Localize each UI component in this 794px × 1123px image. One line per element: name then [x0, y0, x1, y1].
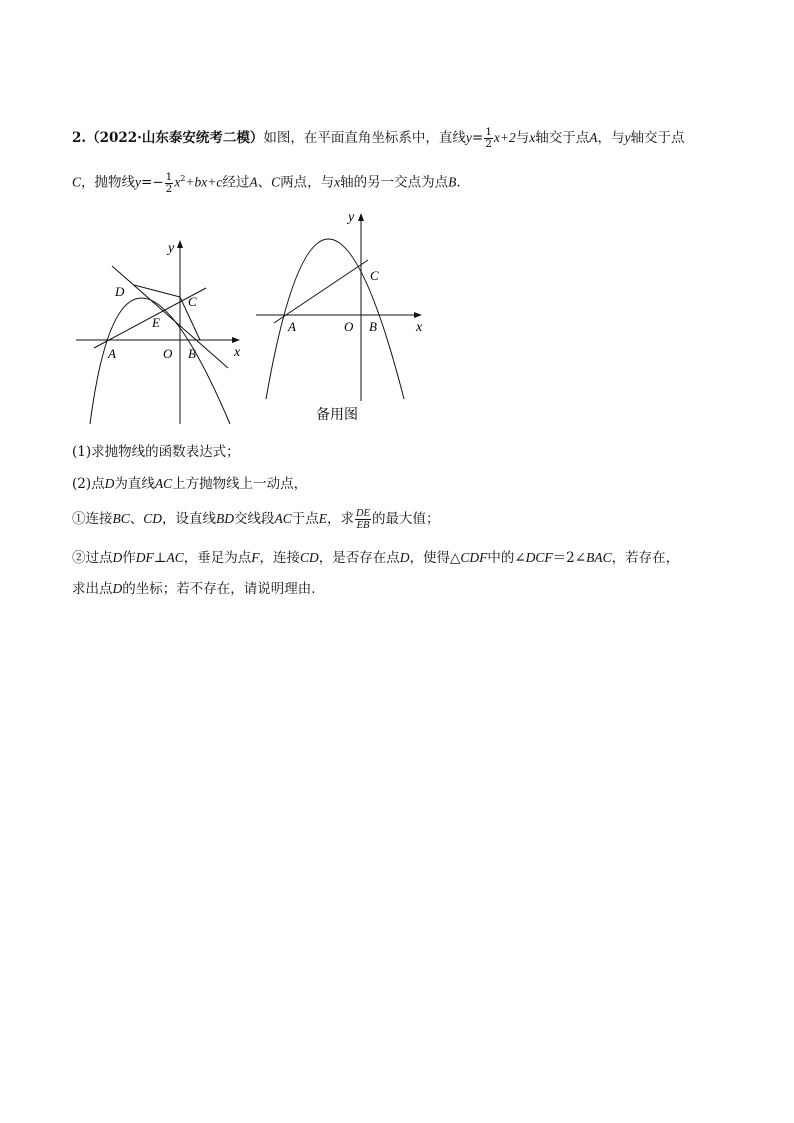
question-2-2-line-1 [72, 548, 679, 568]
label-b: B [369, 319, 377, 334]
label-x: x [416, 320, 423, 335]
triangle-label: △CDF [449, 550, 488, 565]
segment-label: CD [143, 511, 163, 526]
point-label: A [589, 130, 598, 145]
exponent: 2 [180, 174, 186, 183]
parabola-curve [90, 298, 230, 424]
segment-label: BC [112, 511, 130, 526]
question-text: 作 [122, 550, 136, 566]
stem-text: 轴交于点 [535, 130, 590, 146]
equation-rest: x+2 [493, 130, 516, 145]
label-a: A [108, 346, 116, 361]
question-text: ＝2 [552, 550, 575, 566]
question-text: 于点 [291, 511, 319, 527]
point-label: A [249, 174, 258, 190]
variable: x [334, 174, 341, 190]
point-label: D [104, 476, 115, 491]
question-text: ，连接 [259, 550, 300, 566]
label-y: y [168, 241, 175, 256]
question-text: ①连接 [72, 511, 113, 527]
point-label: B [448, 174, 457, 190]
question-text: 交线段 [234, 511, 275, 527]
label-o: O [163, 346, 173, 361]
stem-text: 、 [257, 174, 272, 191]
point-label: D [399, 550, 410, 565]
perpendicular-label: DF⊥AC [135, 550, 184, 565]
figure-main [70, 232, 250, 427]
problem-stem-line-2 [72, 169, 461, 195]
x-axis-arrow-icon [232, 337, 240, 343]
question-text: (2)点 [72, 476, 105, 492]
label-a: A [288, 319, 296, 334]
problem-source: （2022·山东泰安统考二模） [86, 130, 264, 146]
fraction-numerator: 1 [485, 126, 492, 138]
equation-rest: +bx+c [185, 174, 223, 190]
stem-text: ，抛物线 [81, 174, 136, 191]
variable: y [624, 130, 631, 145]
equation-op: =− [141, 174, 164, 191]
stem-text: 经过 [222, 174, 250, 191]
question-text: 中的 [487, 550, 515, 566]
point-label: E [318, 511, 328, 526]
line-label: AC [154, 476, 173, 491]
label-c: C [188, 294, 197, 309]
question-text: (1)求抛物线的函数表达式； [72, 444, 240, 460]
point-label: D [112, 550, 123, 565]
stem-text: ，与 [597, 130, 625, 146]
line-ac [274, 260, 368, 323]
question-text: ，使得 [409, 550, 450, 566]
label-x: x [234, 345, 241, 360]
question-text: 求出点 [72, 581, 113, 597]
fraction-denominator: 2 [485, 138, 492, 150]
label-e: E [152, 315, 160, 330]
point-label: D [112, 581, 123, 596]
question-text: ，是否存在点 [318, 550, 400, 566]
question-text: ，若存在， [611, 550, 680, 566]
fraction-denominator: 2 [165, 182, 173, 195]
stem-text: . [456, 174, 461, 191]
x-axis-arrow-icon [414, 312, 422, 318]
y-axis-arrow-icon [177, 240, 183, 248]
fraction [165, 172, 174, 195]
parabola-curve [266, 239, 404, 399]
fraction [484, 127, 493, 150]
equation-var: y [465, 130, 472, 145]
segment-label: CD [299, 550, 319, 565]
fraction-numerator: DE [356, 508, 371, 519]
question-text: ，求 [327, 511, 355, 527]
question-text: 上方抛物线上一动点， [172, 476, 308, 492]
question-2-2-line-2 [72, 579, 325, 599]
question-2-1 [72, 508, 440, 531]
fraction-denominator: EB [356, 520, 370, 531]
label-d: D [115, 284, 125, 299]
equation-var: x [174, 174, 181, 190]
label-b: B [188, 346, 196, 361]
question-text: 为直线 [114, 476, 155, 492]
label-c: C [370, 268, 379, 283]
point-label: C [72, 174, 82, 190]
line-label: BD [216, 511, 235, 526]
question-text: ，垂足为点 [183, 550, 252, 566]
question-1 [72, 442, 240, 462]
problem-stem-line-1: 2.（2022·山东泰安统考二模）如图，在平面直角坐标系中，直线y= $\frac{1}{2}$ x+2与x轴交于点A，与y轴交于点 [72, 126, 685, 150]
figure-caption: 备用图 [316, 408, 358, 423]
stem-text: 轴交于点 [630, 130, 685, 146]
point-label: F [251, 550, 260, 565]
question-text: ，设直线 [162, 511, 217, 527]
stem-text: 两点，与 [280, 174, 335, 191]
y-axis-arrow-icon [358, 213, 364, 221]
question-text: 的最大值； [372, 511, 440, 527]
equation-op: = [471, 130, 484, 146]
label-o: O [344, 319, 354, 334]
label-y: y [348, 210, 355, 225]
angle-label: ∠BAC [574, 550, 612, 565]
fraction-numerator: 1 [165, 170, 173, 183]
problem-number: 2 [72, 130, 82, 146]
point-label: C [271, 174, 281, 190]
stem-text: 轴的另一交点为点 [340, 174, 449, 191]
question-text: 、 [129, 511, 144, 527]
figure-spare [252, 205, 432, 430]
stem-text: 与 [515, 130, 530, 146]
fraction [355, 508, 371, 531]
variable: x [529, 130, 536, 145]
equation-var: y [135, 174, 142, 190]
question-text: 的坐标；若不存在，请说明理由． [122, 581, 325, 597]
question-text: ②过点 [72, 550, 113, 566]
question-2 [72, 474, 307, 494]
angle-label: ∠DCF [514, 550, 553, 565]
stem-text: 如图，在平面直角坐标系中，直线 [263, 130, 466, 146]
segment-label: AC [274, 511, 292, 526]
